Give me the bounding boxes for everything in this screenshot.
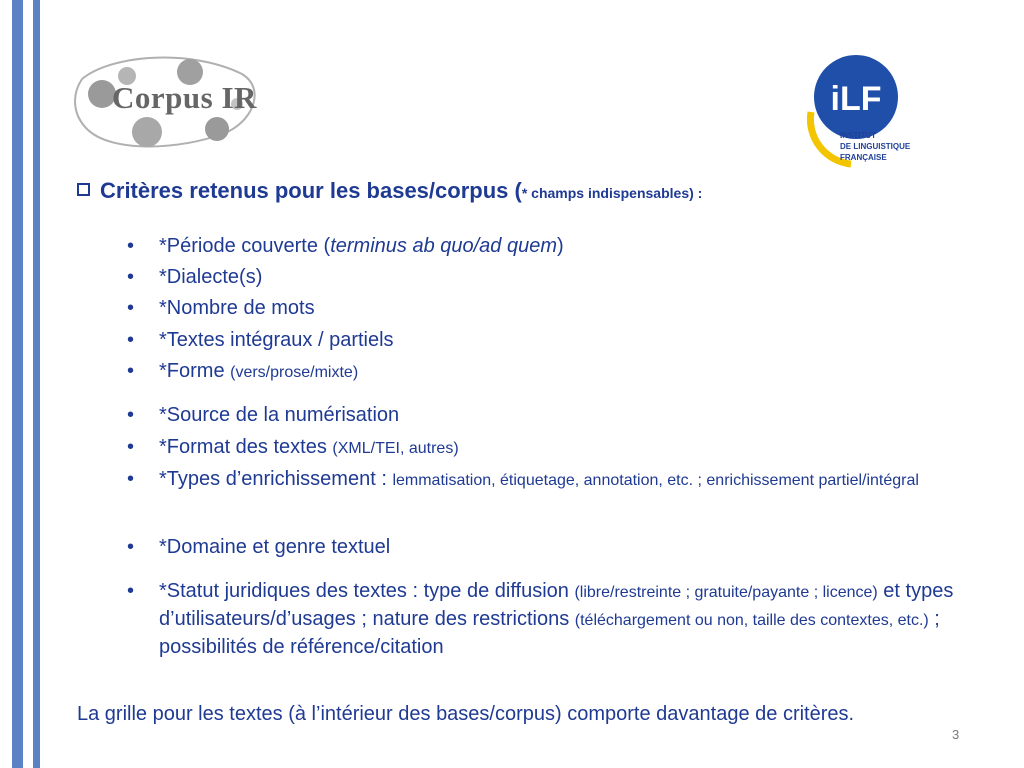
item-text: *Textes intégraux / partiels — [159, 329, 394, 351]
item-text: *Types d’enrichissement : — [159, 468, 393, 490]
item-text: *Nombre de mots — [159, 297, 315, 319]
item-small-text: (vers/prose/mixte) — [230, 364, 359, 381]
slide-heading — [77, 178, 702, 204]
item-text: *Format des textes — [159, 436, 333, 458]
item-small-text: (téléchargement ou non, taille des contextes, etc.) — [574, 612, 929, 629]
item-text: ; possibilités de référence/citation — [159, 608, 940, 658]
item-small-text: (libre/restreinte ; gratuite/payante ; licence) — [574, 584, 878, 601]
heading-note: * champs indispensables) : — [521, 185, 703, 201]
bullet-icon: • — [127, 235, 135, 257]
left-accent-bar — [12, 0, 23, 768]
list-item — [127, 327, 967, 353]
list-item — [127, 233, 967, 259]
left-accent-bar-thin — [33, 0, 40, 768]
item-small-text: lemmatisation, étiquetage, annotation, etc. ; enrichissement partiel/intégral — [392, 472, 919, 489]
bullet-icon: • — [127, 536, 135, 558]
item-text: *Dialecte(s) — [159, 266, 263, 288]
list-item — [127, 358, 967, 386]
item-text: *Domaine et genre textuel — [159, 536, 391, 558]
item-small-text: (XML/TEI, autres) — [332, 440, 459, 457]
item-italic-text: terminus ab quo/ad quem — [330, 235, 558, 257]
checkbox-bullet-icon — [77, 183, 90, 196]
item-text: *Statut juridiques des textes : type de diffusion — [159, 580, 575, 602]
item-text: *Forme — [159, 360, 231, 382]
corpus-ir-logo-text: Corpus IR — [112, 80, 257, 115]
bullet-icon: • — [127, 468, 135, 490]
ilf-caption-line: FRANÇAISE — [840, 153, 887, 162]
ilf-caption-line: DE LINGUISTIQUE — [840, 142, 911, 151]
list-item — [127, 402, 967, 428]
list-item — [127, 534, 967, 560]
list-item — [127, 295, 967, 321]
list-item — [127, 578, 967, 660]
heading-main: Critères retenus pour les bases/corpus ( — [100, 178, 522, 203]
bullet-icon: • — [127, 266, 135, 288]
bullet-icon: • — [127, 436, 135, 458]
bullet-icon: • — [127, 360, 135, 382]
bullet-icon: • — [127, 329, 135, 351]
bullet-icon: • — [127, 404, 135, 426]
list-item — [127, 434, 967, 462]
item-text: et types d’utilisateurs/d’usages ; nature des restrictions — [159, 580, 954, 630]
footer-note: La grille pour les textes (à l’intérieur des bases/corpus) comporte davantage de critères. — [77, 703, 855, 725]
list-item — [127, 466, 967, 494]
item-text: ) — [557, 235, 564, 257]
ilf-caption — [840, 130, 910, 163]
bullet-icon: • — [127, 297, 135, 319]
item-text: *Source de la numérisation — [159, 404, 400, 426]
svg-text:iLF: iLF — [830, 80, 882, 118]
bullet-icon: • — [127, 580, 135, 602]
item-text: *Période couverte ( — [159, 235, 331, 257]
ilf-caption-line: INSTITUT — [840, 131, 876, 140]
list-item — [127, 264, 967, 290]
page-number: 3 — [952, 727, 960, 742]
